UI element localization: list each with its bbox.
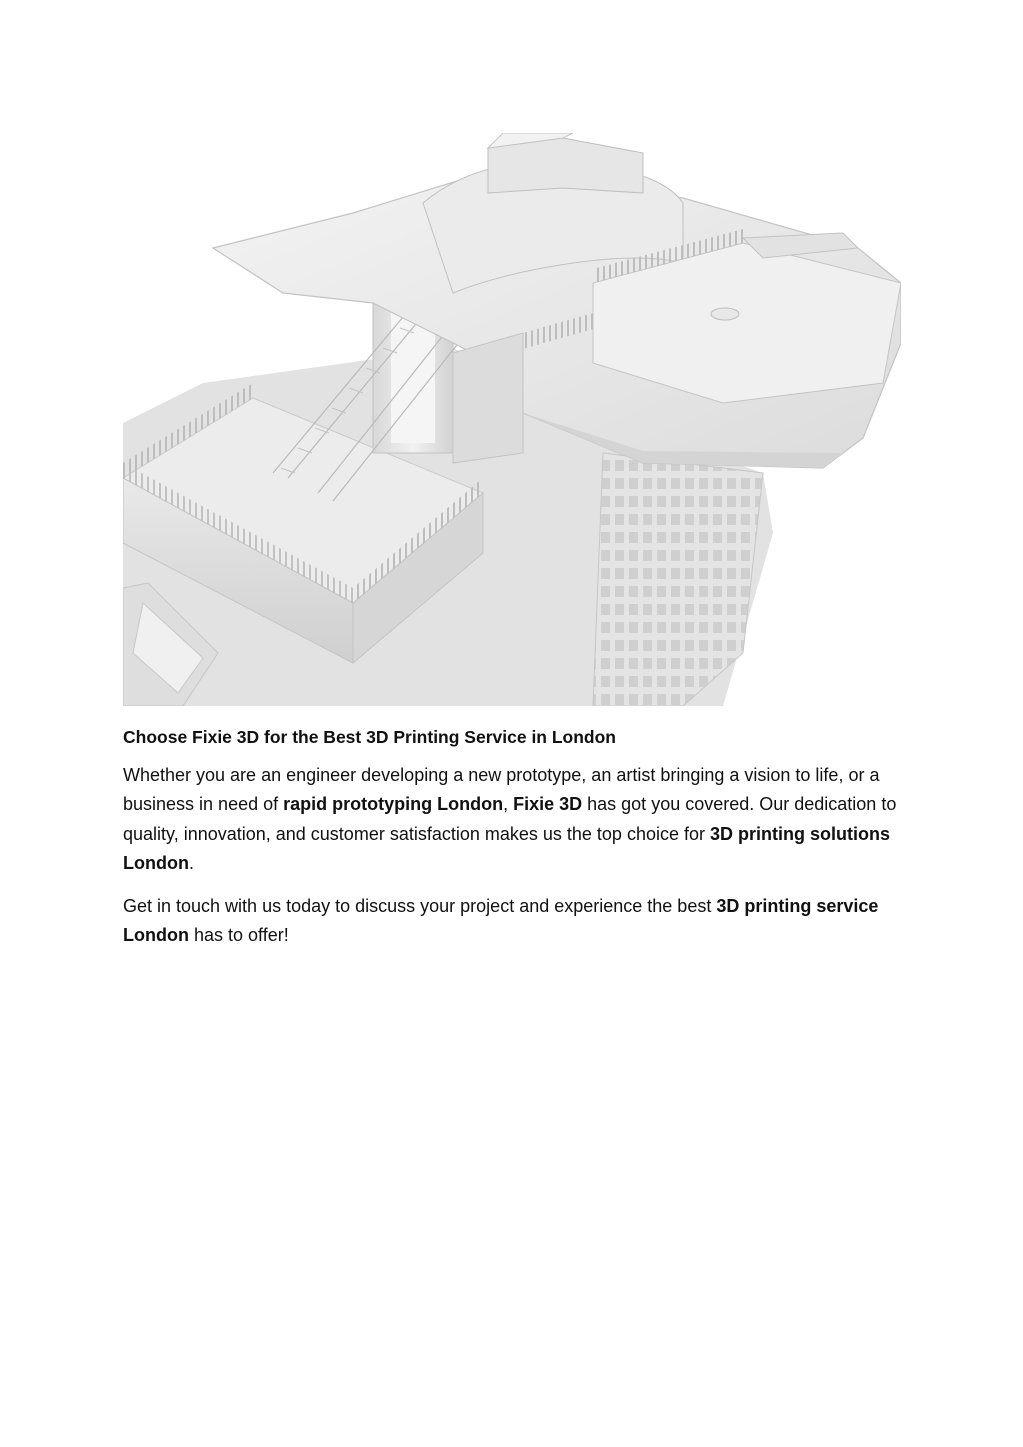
text-run: , bbox=[503, 794, 514, 815]
text-run: Whether you are an engineer developing a new prototype, an artist bringing a vision to life, or a business in need of bbox=[123, 765, 880, 815]
keyword-rapid-prototyping: rapid prototyping London bbox=[283, 794, 504, 815]
document-body bbox=[123, 723, 903, 965]
paragraph-intro bbox=[123, 761, 903, 878]
paragraph-cta bbox=[123, 892, 903, 951]
text-run: has to offer! bbox=[188, 925, 289, 946]
text-run: . bbox=[188, 852, 194, 873]
keyword-brand: Fixie 3D bbox=[513, 794, 583, 815]
architectural-model-image bbox=[123, 133, 901, 706]
text-run: Get in touch with us today to discuss your project and experience the best bbox=[123, 896, 717, 917]
keyword-3d-printing-solutions: 3D printing solutions London bbox=[123, 823, 890, 873]
section-heading: Choose Fixie 3D for the Best 3D Printing Service in London bbox=[123, 727, 616, 747]
keyword-3d-printing-service: 3D printing service London bbox=[123, 896, 879, 946]
text-run: has got you covered. Our dedication to quality, innovation, and customer satisfaction makes us the top choice for bbox=[123, 794, 897, 844]
